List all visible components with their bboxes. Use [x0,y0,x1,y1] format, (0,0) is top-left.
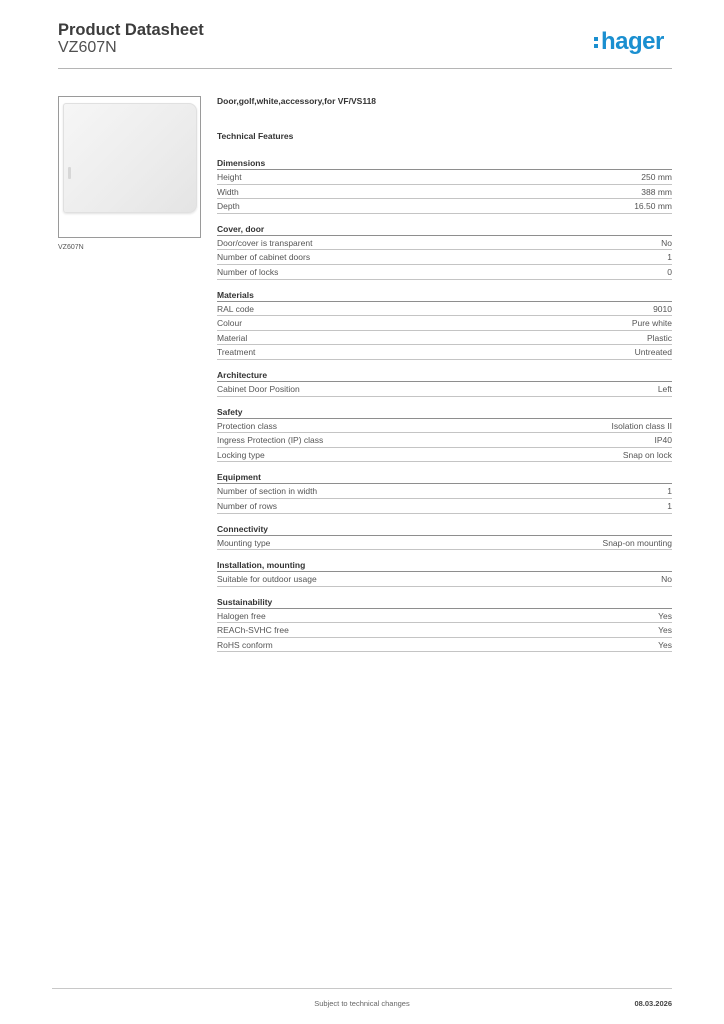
feature-row [217,499,672,514]
feature-section [217,523,672,551]
section-title: Materials [217,289,672,302]
feature-row [217,265,672,280]
feature-row [217,448,672,463]
feature-label: Protection class [217,420,277,431]
feature-row [217,316,672,331]
feature-section [217,596,672,653]
feature-value: Yes [658,625,672,636]
feature-row [217,623,672,638]
product-image [58,96,201,238]
feature-label: RAL code [217,303,255,314]
feature-label: Mounting type [217,537,271,548]
feature-row [217,331,672,346]
feature-value: 1 [667,500,672,511]
feature-label: RoHS conform [217,639,273,650]
feature-section [217,471,672,513]
feature-label: Depth [217,201,240,212]
feature-row [217,536,672,551]
feature-value: Pure white [631,318,672,329]
feature-section [217,157,672,214]
feature-label: Suitable for outdoor usage [217,574,317,585]
feature-value: 16.50 mm [634,201,672,212]
feature-label: REACh-SVHC free [217,625,289,636]
product-description: Door,golf,white,accessory,for VF/VS118 [217,96,377,106]
feature-value: 388 mm [641,186,672,197]
feature-row [217,382,672,397]
feature-row [217,433,672,448]
feature-label: Number of locks [217,266,279,277]
feature-label: Number of cabinet doors [217,252,311,263]
brand-logo [594,28,664,56]
feature-row [217,484,672,499]
feature-value: 250 mm [641,172,672,182]
feature-label: Material [217,332,248,343]
page-title: Product Datasheet [58,21,204,39]
feature-value: 0 [667,266,672,277]
feature-value: 9010 [653,303,672,314]
feature-value: Yes [658,639,672,650]
section-title: Sustainability [217,596,672,609]
feature-label: Cabinet Door Position [217,383,300,394]
feature-row [217,302,672,317]
feature-value: Isolation class II [611,420,672,431]
feature-sections [217,157,672,652]
section-title: Installation, mounting [217,559,672,572]
feature-value: 1 [667,486,672,497]
logo-text: hager [601,28,664,55]
feature-section [217,369,672,397]
section-title: Dimensions [217,157,672,170]
footer-divider [52,988,672,989]
feature-label: Width [217,186,239,197]
feature-value: Snap-on mounting [602,537,672,548]
feature-label: Number of rows [217,500,277,511]
feature-row [217,638,672,653]
footer-note: Subject to technical changes [314,999,410,1008]
feature-label: Colour [217,318,243,329]
feature-label: Height [217,172,242,182]
technical-features-heading: Technical Features [217,131,294,141]
feature-value: No [661,574,672,585]
door-handle-icon [68,167,71,179]
datasheet-content [217,96,672,661]
feature-row [217,185,672,200]
feature-row [217,199,672,214]
feature-label: Number of section in width [217,486,318,497]
feature-section [217,223,672,280]
section-title: Architecture [217,369,672,382]
feature-value: Left [657,383,672,394]
feature-value: IP40 [654,435,672,446]
feature-row [217,572,672,587]
header-divider [58,68,672,69]
section-title: Connectivity [217,523,672,536]
image-caption: VZ607N [58,244,84,251]
section-title: Safety [217,406,672,419]
feature-section [217,559,672,587]
feature-row [217,419,672,434]
product-code: VZ607N [58,39,117,56]
feature-value: No [661,237,672,248]
feature-value: Untreated [634,347,672,358]
feature-value: Plastic [646,332,672,343]
feature-label: Locking type [217,449,265,460]
feature-label: Halogen free [217,610,266,621]
section-title: Equipment [217,471,672,484]
feature-label: Treatment [217,347,256,358]
feature-row [217,170,672,185]
feature-value: 1 [667,252,672,263]
feature-label: Ingress Protection (IP) class [217,435,324,446]
door-panel-illustration [63,103,197,213]
feature-row [217,236,672,251]
feature-value: Snap on lock [622,449,672,460]
feature-value: Yes [658,610,672,621]
footer-date: 08.03.2026 [634,999,672,1008]
logo-colon-icon [594,33,599,49]
feature-section [217,406,672,463]
feature-label: Door/cover is transparent [217,237,313,248]
feature-row [217,345,672,360]
feature-row [217,250,672,265]
feature-row [217,609,672,624]
section-title: Cover, door [217,223,672,236]
feature-section [217,289,672,360]
